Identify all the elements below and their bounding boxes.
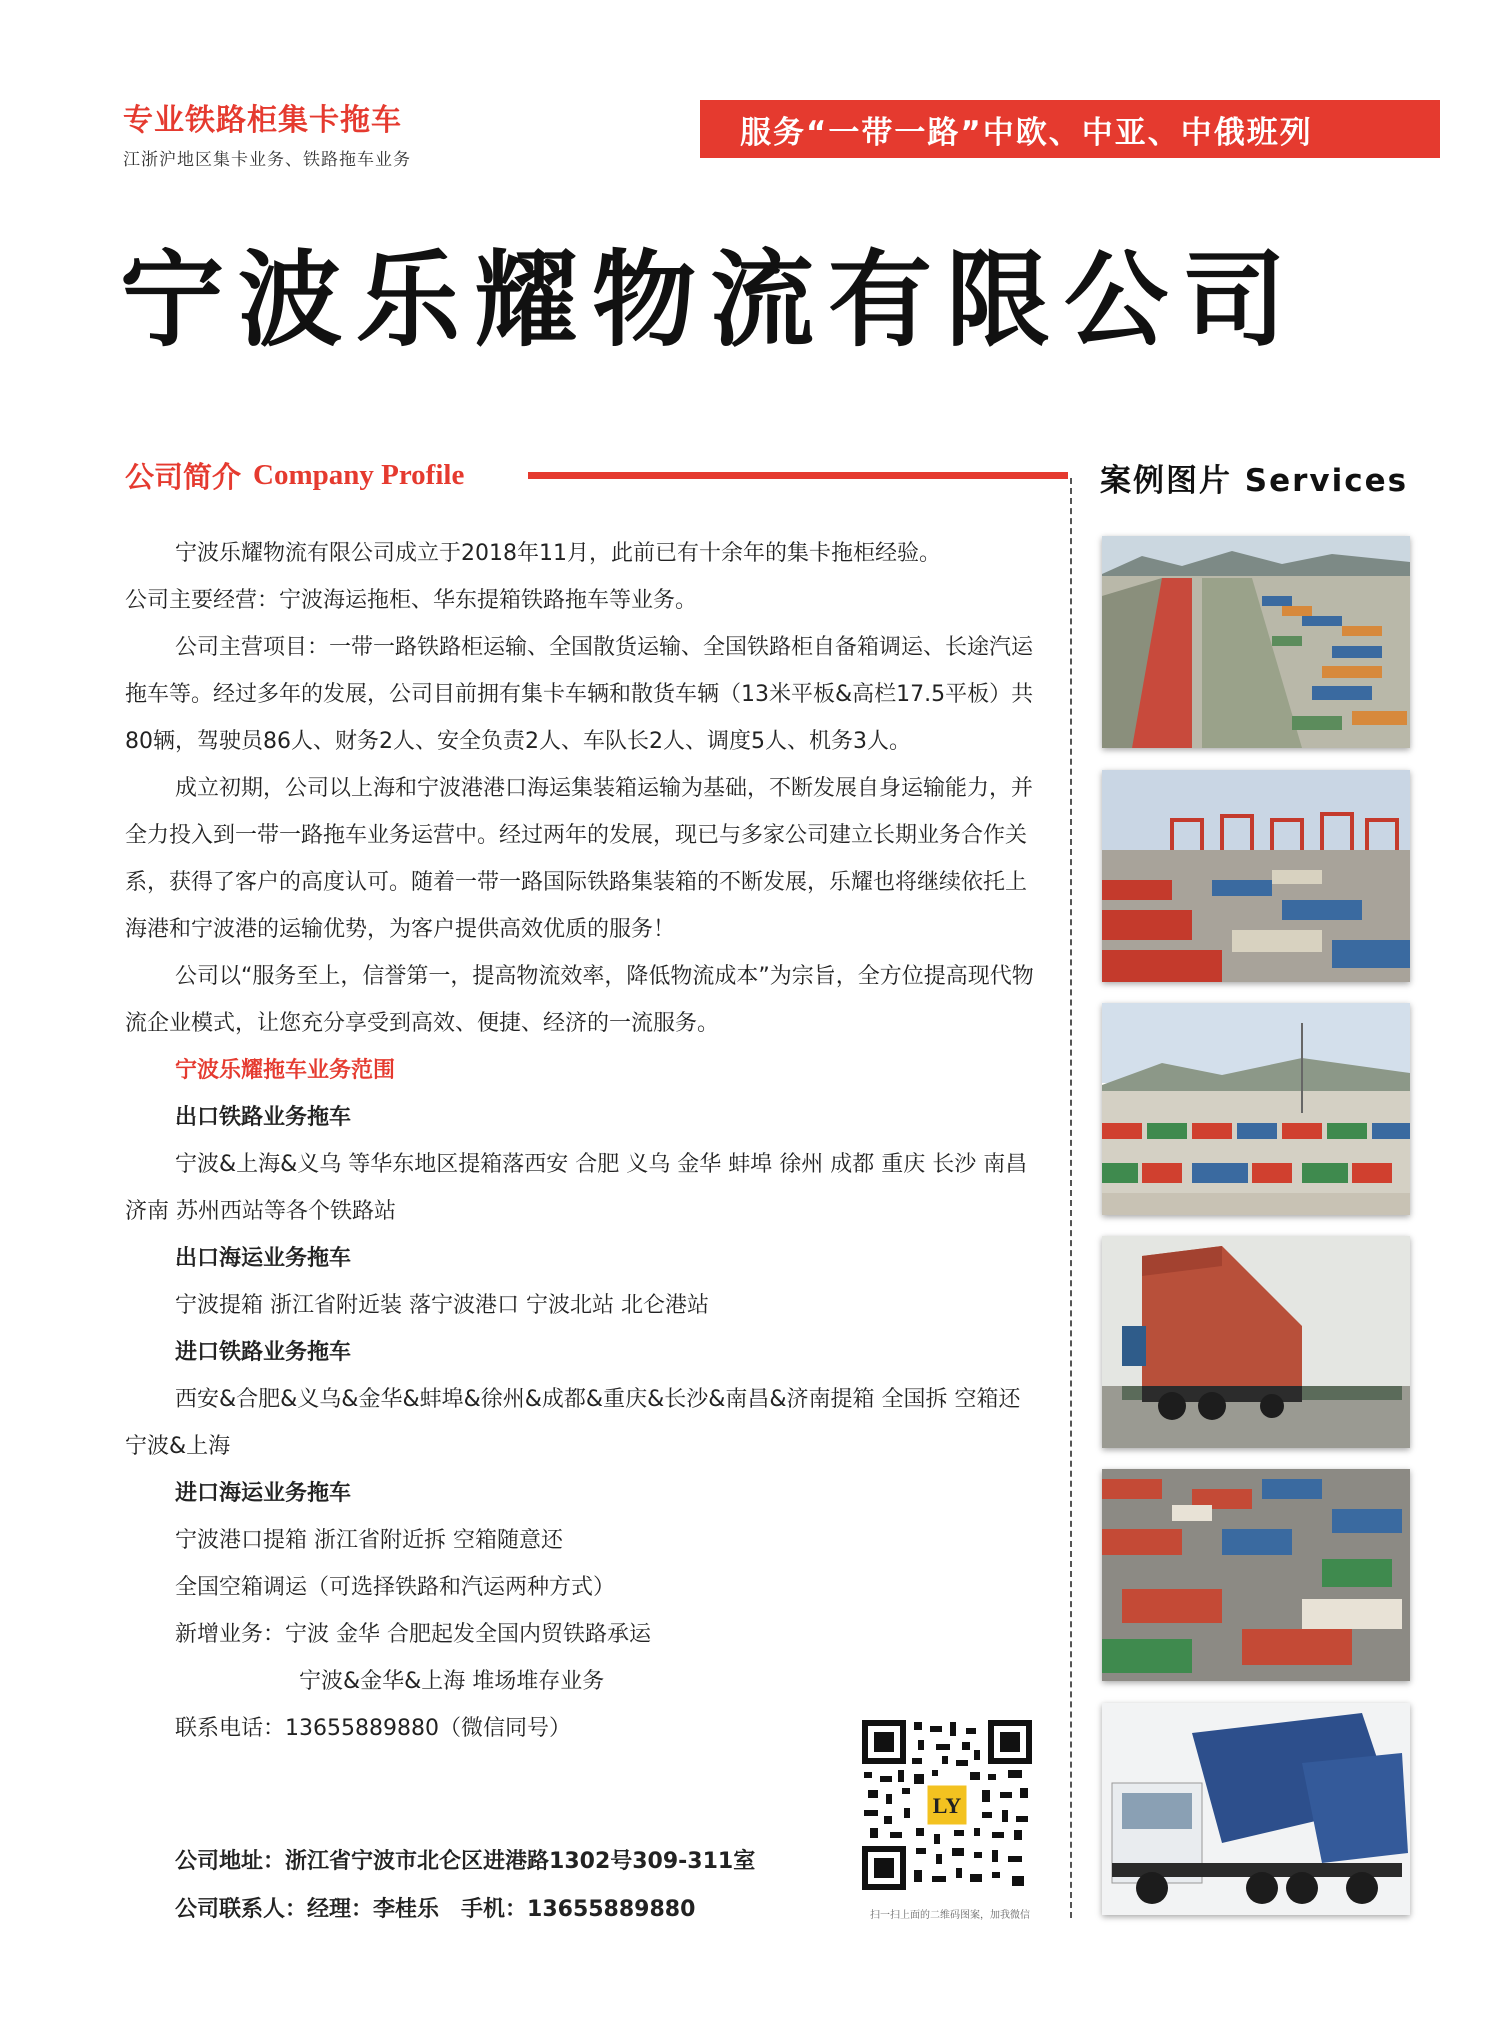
contact-line [175,1886,755,1934]
scope-section-1-title: 出口铁路业务拖车 [175,1105,352,1130]
scope-section-3-text: 西安&合肥&义乌&金华&蚌埠&徐州&成都&重庆&长沙&南昌&济南提箱 全国拆 空箱还宁波&上海 [125,1387,1021,1459]
wechat-qr-code[interactable] [862,1720,1032,1890]
profile-body [125,530,1040,1752]
qr-caption: 扫一扫上面的二维码图案，加我微信 [870,1910,1030,1921]
profile-paragraph-4: 公司以“服务至上，信誉第一，提高物流效率，降低物流成本”为宗旨，全方位提高现代物流企业模式，让您充分享受到高效、便捷、经济的一流服务。 [125,964,1034,1036]
address-value: 浙江省宁波市北仑区进港路1302号309-311室 [285,1849,756,1874]
qr-logo-text: LY [932,1793,962,1818]
scope-section-3-title: 进口铁路业务拖车 [175,1340,352,1365]
contact-value: 经理：李桂乐 手机：13655889880 [307,1897,696,1922]
address-label: 公司地址： [175,1849,286,1874]
company-name: 宁波乐耀物流有限公司 [120,239,1301,361]
address-line [175,1838,755,1886]
profile-paragraph-3: 成立初期，公司以上海和宁波港港口海运集装箱运输为基础，不断发展自身运输能力，并全力投入到一带一路拖车业务运营中。经过两年的发展，现已与多家公司建立长期业务合作关系，获得了客户的高度认可。随着一带一路国际铁路集装箱的不断发展，乐耀也将继续依托上海港和宁波港的运输优势，为客户提供高效优质的服务！ [125,776,1034,942]
service-photo-port-aerial [1102,536,1410,748]
service-photo-truck-yard [1102,1003,1410,1215]
service-photo-blue-container-truck [1102,1703,1410,1915]
tagline-title: 专业铁路柜集卡拖车 [123,103,402,138]
scope-extra: 全国空箱调运（可选择铁路和汽运两种方式） [175,1575,616,1600]
tagline-subtitle: 江浙沪地区集卡业务、铁路拖车业务 [123,150,411,170]
phone-number: 13655889880（微信同号） [285,1716,571,1741]
new-business-line-1 [125,1611,1040,1658]
services-heading: 案例图片 Services [1100,463,1409,499]
new-business-2: 宁波&金华&上海 堆场堆存业务 [299,1669,605,1694]
profile-paragraph-1: 宁波乐耀物流有限公司成立于2018年11月，此前已有十余年的集卡拖柜经验。 [175,541,941,566]
new-business-label: 新增业务： [175,1622,286,1647]
phone-label: 联系电话： [175,1716,286,1741]
contact-label: 公司联系人： [175,1897,308,1922]
scope-section-4-text: 宁波港口提箱 浙江省附近拆 空箱随意还 [175,1528,563,1553]
heading-rule [528,472,1068,479]
profile-paragraph-2: 公司主营项目：一带一路铁路柜运输、全国散货运输、全国铁路柜自备箱调运、长途汽运拖车等。经过多年的发展，公司目前拥有集卡车辆和散货车辆（13米平板&高栏17.5平板）共80辆，驾驶员86人、财务2人、安全负责2人、车队长2人、调度5人、机务3人。 [125,635,1034,754]
profile-heading-zh: 公司简介 [125,460,242,494]
service-banner: 服务“一带一路”中欧、中亚、中俄班列 [700,100,1440,158]
scope-title: 宁波乐耀拖车业务范围 [175,1058,396,1083]
profile-heading [125,455,464,496]
column-divider [1070,478,1072,1918]
service-photo-trailer-lot [1102,1469,1410,1681]
new-business-1: 宁波 金华 合肥起发全国内贸铁路承运 [285,1622,652,1647]
scope-section-2-title: 出口海运业务拖车 [175,1246,352,1271]
scope-section-4-title: 进口海运业务拖车 [175,1481,352,1506]
service-photo-port-cranes [1102,770,1410,982]
scope-section-2-text: 宁波提箱 浙江省附近装 落宁波港口 宁波北站 北仑港站 [175,1293,709,1318]
header-tagline [123,95,411,170]
footer-contact [175,1838,755,1934]
service-photo-container-truck [1102,1236,1410,1448]
profile-heading-en: Company Profile [253,459,465,491]
scope-section-1-text: 宁波&上海&义乌 等华东地区提箱落西安 合肥 义乌 金华 蚌埠 徐州 成都 重庆 长沙 南昌 济南 苏州西站等各个铁路站 [125,1152,1028,1224]
profile-paragraph-1b: 公司主要经营：宁波海运拖柜、华东提箱铁路拖车等业务。 [125,588,698,613]
